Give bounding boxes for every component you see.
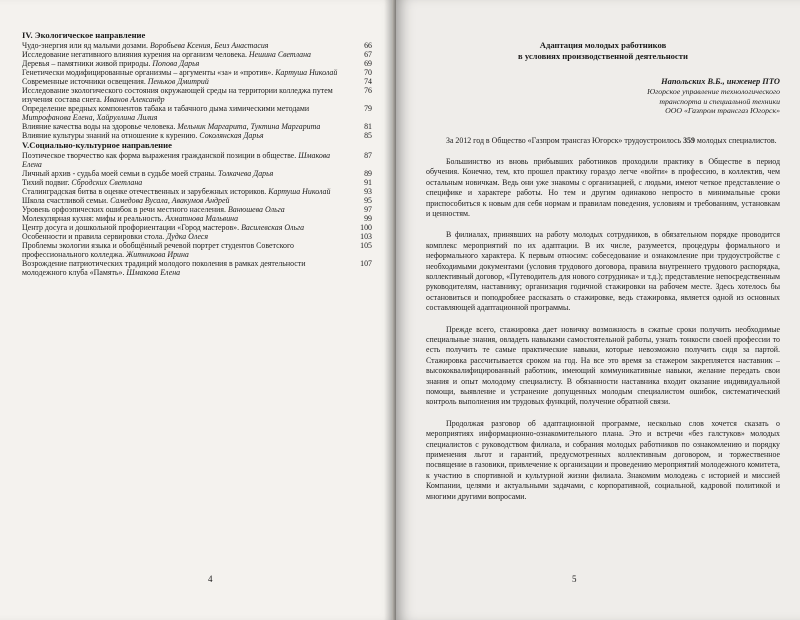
toc-entry-author: Шмакова Елена [22, 151, 331, 169]
hired-count: 359 [683, 135, 695, 145]
toc-entry-text [22, 50, 358, 59]
toc-entry-title: Поэтическое творчество как форма выражения гражданской позиции в обществе. [22, 151, 297, 160]
affiliation-line: Югорское управление технологического [647, 87, 780, 96]
toc-entry-title: Современные источники освещения. [22, 77, 146, 86]
toc-entry-title: Школа счастливой семьи. [22, 196, 109, 205]
toc-entry [22, 187, 372, 196]
toc-entry-page: 85 [364, 131, 372, 140]
toc-entry-title: Уровень орфоэпических ошибок в речи местного населения. [22, 205, 226, 214]
right-page-article [396, 0, 800, 620]
toc-entry-page: 97 [364, 205, 372, 214]
paragraph-text: молодых специалистов. [694, 135, 777, 145]
toc-entry [22, 50, 372, 59]
toc-entry-page: 100 [360, 223, 372, 232]
article-body [426, 136, 780, 503]
toc-entry-page: 107 [360, 259, 372, 268]
toc-entry-title: Центр досуга и дошкольной профориентации «Город мастеров». [22, 223, 240, 232]
author-affiliation [426, 87, 780, 116]
toc-entry [22, 196, 372, 205]
toc-entry-title: Исследование экологического состояния окружающей среды на территории колледжа путем изучения состава снега. [22, 86, 333, 104]
toc-entry-title: Особенности и правила сервировки стола. [22, 232, 165, 241]
toc-entry-title: Генетически модифицированные организмы – аргументы «за» и «против». [22, 68, 274, 77]
toc-entry-page: 93 [364, 187, 372, 196]
toc-entry-text [22, 169, 358, 178]
toc-entry [22, 259, 372, 277]
article-title-line: в условиях производственной деятельности [518, 50, 688, 61]
toc-entry [22, 86, 372, 104]
toc-entry-page: 79 [364, 104, 372, 113]
page-number: 5 [572, 574, 577, 584]
article-paragraph: Продолжая разговор об адаптационной программе, несколько слов хочется сказать о мероприятиях информационно-ознакомительного плана. Это и встречи «без галстуков» молодых специалистов с руководством филиала, и собрания молодых работников по ознакомлению и порядку применения льгот и гарантий, предусмотренных коллективным договором, и торжественное посвящение в газовики, привлечение к организации и проведению мероприятий молодежного комитета, к участию в спортивной и культурной жизни филиала. Знакомим молодежь с историей и миссией Компании, целями и актуальными задачами, с корпоративной, социальной, кадровой политикой и многими другими вопросами. [426, 418, 780, 501]
toc-section-social [22, 140, 372, 277]
toc-entry [22, 104, 372, 122]
toc-entry-title: Чудо-энергия или яд малыми дозами. [22, 41, 148, 50]
toc-entry [22, 169, 372, 178]
toc-entry-title: Сталинградская битва в оценке отечественных и зарубежных историков. [22, 187, 267, 196]
page-number: 4 [208, 574, 213, 584]
toc-entry-page: 66 [364, 41, 372, 50]
toc-entry-author: Василевская Ольга [241, 223, 305, 232]
toc-entry-author: Картуша Николай [275, 68, 338, 77]
toc-entry-author: Самедова Вусала, Авакумов Андрей [110, 196, 230, 205]
toc-entry-author: Толкачева Дарья [218, 169, 274, 178]
toc-entry [22, 151, 372, 169]
article-paragraph: Прежде всего, стажировка дает новичку возможность в сжатые сроки получить необходимые специальные знания, овладеть навыками самостоятельной работы, узнать тонкости своей профессии то есть получить те самые практические навыки, которые невозможно получить сидя за партой. Стажировка рассчитывается сроком на год. На все это время за стажером закрепляется наставник – высококвалифицированный работник, имеющий коммуникативные навыки, желание передать свои знания и опыт молодому специалисту. В обязанности наставника входит оказание индивидуальной помощи, выявление и устранение допущенных молодым специалистом ошибок, систематический контроль выполнения им трудовых функций, получение обратной связи. [426, 324, 780, 407]
toc-entry-author: Нешина Светлана [248, 50, 311, 59]
toc-entry-author: Воробьева Ксения, Беиз Анастасия [149, 41, 269, 50]
toc-entry-text [22, 104, 358, 122]
article-title-line: Адаптация молодых работников [539, 40, 667, 50]
toc-entry-page: 67 [364, 50, 372, 59]
toc-entry-page: 69 [364, 59, 372, 68]
toc-entry-author: Сбродских Светлана [71, 178, 143, 187]
toc-entry-title: Исследование негативного влияния курения на организм человека. [22, 50, 247, 59]
toc-entry-page: 74 [364, 77, 372, 86]
toc-entry [22, 214, 372, 223]
toc-entry-author: Ахматнова Мальвина [165, 214, 239, 223]
toc-entry-author: Житникова Ирина [126, 250, 189, 259]
section-heading: IV. Экологическое направление [22, 30, 146, 40]
toc-entry [22, 59, 372, 68]
affiliation-line: транспорта и специальной техники [659, 96, 780, 106]
toc-entry-text [22, 41, 358, 50]
toc-entry-text [22, 151, 358, 169]
toc-entry-page: 99 [364, 214, 372, 223]
toc-entry-author: Иванов Александр [103, 95, 165, 104]
affiliation-line: ООО «Газпром трансгаз Югорск» [665, 106, 780, 115]
toc-entry [22, 41, 372, 50]
toc-entry-page: 76 [364, 86, 372, 95]
toc-entry-title: Молекулярная кухня: мифы и реальность. [22, 214, 164, 223]
toc-entry-text [22, 196, 358, 205]
toc-entry-page: 87 [364, 151, 372, 160]
toc-entry-title: Возрождение патриотических традиций молодого поколения в рамках деятельности молодежного клуба «Память». [22, 259, 306, 277]
toc-entry-author: Шмакова Елена [126, 268, 181, 277]
toc-entry-page: 105 [360, 241, 372, 250]
toc-entry-page: 91 [364, 178, 372, 187]
toc-entry-title: Личный архив - судьба моей семьи в судьбе моей страны. [22, 169, 217, 178]
author-byline: Напольских В.Б., инженер ПТО [661, 77, 780, 86]
toc-entry-author: Соколянская Дарья [199, 131, 264, 140]
toc-entry-title: Тихий подвиг. [22, 178, 70, 187]
toc-entry [22, 232, 372, 241]
toc-entry-title: Деревья – памятники живой природы. [22, 59, 151, 68]
toc-entry-text [22, 59, 358, 68]
toc-entry [22, 77, 372, 86]
toc-entry-text [22, 214, 358, 223]
toc-entry-text [22, 241, 358, 259]
toc-entry [22, 205, 372, 214]
toc-entry-page: 103 [360, 232, 372, 241]
article-title [426, 40, 780, 61]
toc-entry [22, 131, 372, 140]
toc-entry-page: 89 [364, 169, 372, 178]
toc-entry-author: Пеньков Дмитрий [147, 77, 209, 86]
toc-entry-page: 70 [364, 68, 372, 77]
toc-entry-page: 81 [364, 122, 372, 131]
toc-entry-author: Попова Дарья [152, 59, 200, 68]
toc-entry-author: Дудка Олеся [166, 232, 209, 241]
toc-list [22, 41, 372, 140]
toc-section-ecology [22, 30, 372, 140]
toc-entry-text [22, 68, 358, 77]
toc-entry-text [22, 187, 358, 196]
article-paragraph: Большинство из вновь прибывших работников проходили практику в Обществе в период обучения. Конечно, тем, кто прошел практику гораздо легче «войти» в профессию, в коллектив, чем остальным новичкам. Ведь они уже знакомы с организацией, с людьми, имеют четкое представление о специфике и характере работы. Но тем и другим одинаково непросто в минимальные сроки приспособиться к новым для себя нормам и правилам поведения, условиям и требованиям, установкам и ценностям. [426, 156, 780, 218]
toc-entry [22, 178, 372, 187]
toc-entry-title: Влияние качества воды на здоровье человека. [22, 122, 176, 131]
toc-entry-page: 95 [364, 196, 372, 205]
toc-entry-text [22, 131, 358, 140]
article-paragraph [426, 136, 780, 146]
toc-entry [22, 223, 372, 232]
toc-entry [22, 68, 372, 77]
toc-entry-author: Картуша Николай [268, 187, 331, 196]
toc-entry-text [22, 259, 358, 277]
left-page-contents [0, 0, 396, 620]
section-heading: V.Социально-культурное направление [22, 140, 172, 150]
toc-entry-author: Ванюшева Ольга [227, 205, 285, 214]
toc-entry-title: Влияние культуры знаний на отношение к курению. [22, 131, 198, 140]
toc-entry-title: Проблемы экологии языка и обобщённый речевой портрет студентов Советского профессионального колледжа. [22, 241, 294, 259]
toc-entry-text [22, 122, 358, 131]
toc-entry-text [22, 86, 358, 104]
toc-list [22, 151, 372, 277]
toc-entry-text [22, 205, 358, 214]
toc-entry-title: Определение вредных компонентов табака и табачного дыма химическими методами [22, 104, 310, 113]
article-paragraph: В филиалах, принявших на работу молодых сотрудников, в обязательном порядке проводится комплекс мероприятий по их адаптации. В их числе, разумеется, процедуры формального и неформального характера. К первым относим: собеседование и ознакомление при трудоустройстве с необходимыми документами (условия трудового договора, правила внутреннего трудового распорядка, коллективный договор, «Путеводитель для нового сотрудника» и т.д.); представление непосредственным руководителям, наставнику; организация годичной стажировки на рабочем месте. Здесь хотелось бы остановиться и поподробнее рассказать о стажировке, ведь стажировка, является одной из основных составляющей адаптационной программы. [426, 230, 780, 313]
paragraph-text: За 2012 год в Общество «Газпром трансгаз Югорск» трудоустроилось [446, 135, 684, 145]
toc-entry-text [22, 232, 358, 241]
toc-entry-text [22, 77, 358, 86]
toc-entry-text [22, 178, 358, 187]
toc-entry-text [22, 223, 358, 232]
toc-entry-author: Мельник Маргарита, Туктина Маргарита [177, 122, 321, 131]
toc-entry [22, 241, 372, 259]
toc-entry [22, 122, 372, 131]
toc-entry-author: Митрофанова Елена, Хайруллина Лилия [22, 113, 158, 122]
